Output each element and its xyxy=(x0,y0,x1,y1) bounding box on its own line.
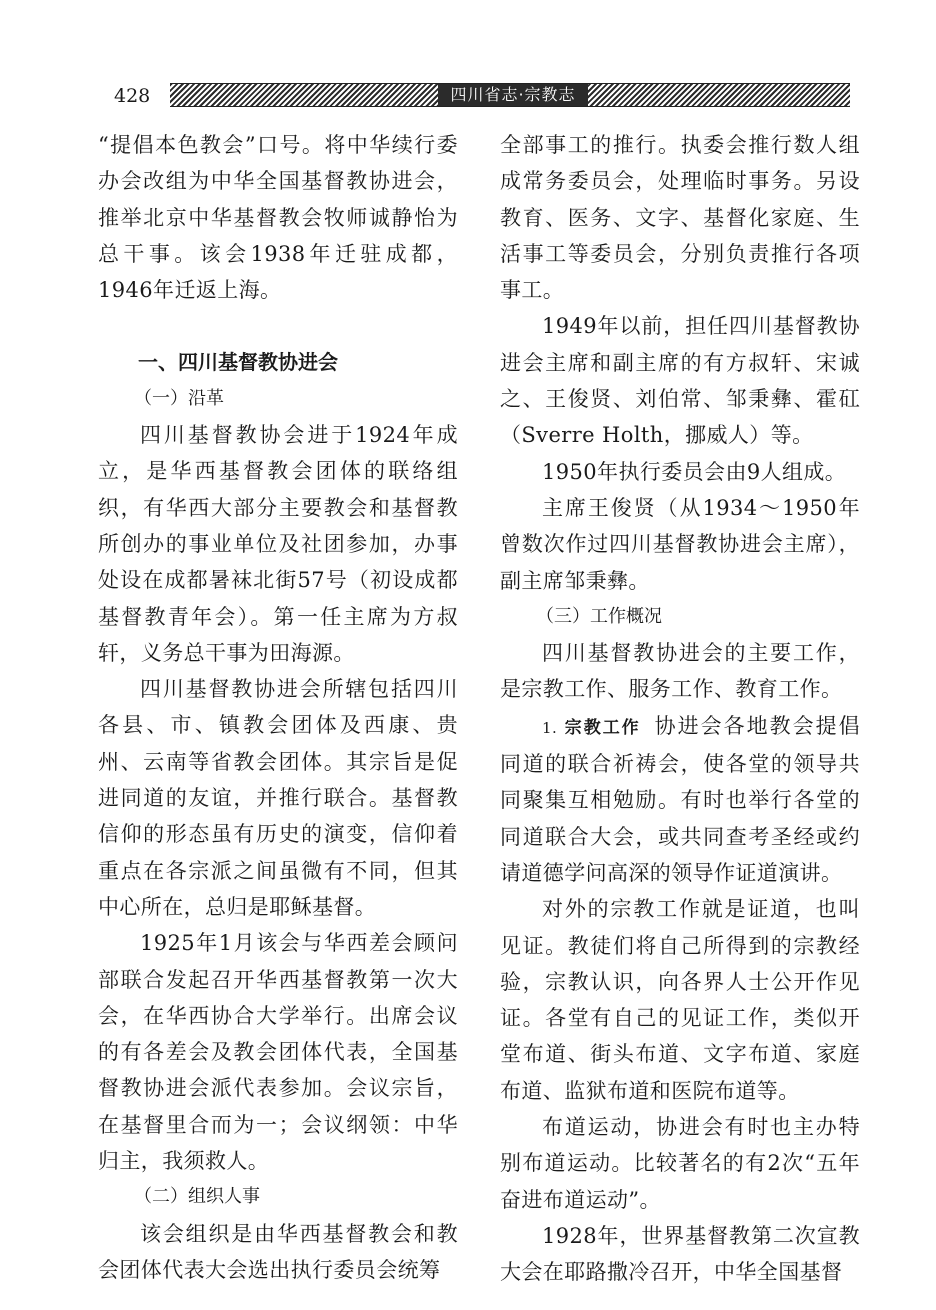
page-header xyxy=(100,83,852,109)
list-item xyxy=(500,708,860,891)
paragraph: 1949年以前，担任四川基督教协进会主席和副主席的有方叔轩、宋诚之、王俊贤、刘伯常、邹秉彝、霍矼（Sverre Holth，挪威人）等。 xyxy=(500,314,860,448)
item-number: 1. xyxy=(542,718,558,737)
paragraph: 对外的宗教工作就是证道，也叫见证。教徒们将自己所得到的宗教经验，宗教认识，向各界人士公开作见证。各堂有自己的见证工作，类似开堂布道、街头布道、文字布道、家庭布道、监狱布道和医院布道等。 xyxy=(500,897,860,1103)
paragraph: 布道运动，协进会有时也主办特别布道运动。比较著名的有2次“五年奋进布道运动”。 xyxy=(500,1115,860,1212)
item-text: 协进会各地教会提倡同道的联合祈祷会，使各堂的领导共同聚集互相勉励。有时也举行各堂的同道联合大会，或共同查考圣经或约请道德学问高深的领导作证道演讲。 xyxy=(500,713,860,885)
paragraph: 四川基督教协进会的主要工作，是宗教工作、服务工作、教育工作。 xyxy=(500,641,860,702)
paragraph: 1928年，世界基督教第二次宣教大会在耶路撒冷召开，中华全国基督 xyxy=(500,1223,860,1285)
item-title: 宗教工作 xyxy=(563,717,641,738)
paragraph: 1950年执行委员会由9人组成。 xyxy=(542,459,847,484)
paragraph: 四川基督教协会进于1924年成立，是华西基督教会团体的联络组织，有华西大部分主要教会和基督教所创办的事业单位及社团参加，办事处设在成都暑袜北街57号（初设成都基督教青年会）。第一任主席为方叔轩，义务总干事为田海源。 xyxy=(98,423,458,665)
header-hatch-bar xyxy=(170,83,850,107)
left-column xyxy=(98,127,458,1288)
paragraph: 1925年1月该会与华西差会顾问部联合发起召开华西基督教第一次大会，在华西协合大学举行。出席会议的有各差会及教会团体代表，全国基督教协进会派代表参加。会议宗旨，在基督里合而为一；会议纲领：中华归主，我须救人。 xyxy=(98,931,458,1174)
paragraph: 全部事工的推行。执委会推行数人组成常务委员会，处理临时事务。另设教育、医务、文字、基督化家庭、生活事工等委员会，分别负责推行各项事工。 xyxy=(500,133,860,303)
paragraph: 主席王俊贤（从1934～1950年曾数次作过四川基督教协进会主席），副主席邹秉彝。 xyxy=(500,495,860,593)
running-title: 四川省志·宗教志 xyxy=(438,84,588,106)
section-gap xyxy=(98,308,458,344)
right-column xyxy=(500,127,860,1291)
paragraph: 该会组织是由华西基督教会和教会团体代表大会选出执行委员会统筹 xyxy=(98,1221,458,1282)
paragraph: “提倡本色教会”口号。将中华续行委办会改组为中华全国基督教协进会，推举北京中华基督教会牧师诚静怡为总干事。该会1938年迁驻成都，1946年迁返上海。 xyxy=(98,133,458,303)
section-heading: 一、四川基督教协进会 xyxy=(138,350,338,375)
page-number: 428 xyxy=(114,85,151,107)
paragraph: 四川基督教协进会所辖包括四川各县、市、镇教会团体及西康、贵州、云南等省教会团体。其宗旨是促进同道的友谊，并推行联合。基督教信仰的形态虽有历史的演变，信仰着重点在各宗派之间虽微有不同，但其中心所在，总归是耶稣基督。 xyxy=(98,677,458,919)
sub-heading: （二）组织人事 xyxy=(134,1186,260,1208)
sub-heading: （一）沿革 xyxy=(134,387,224,409)
sub-heading: （三）工作概况 xyxy=(536,605,662,627)
